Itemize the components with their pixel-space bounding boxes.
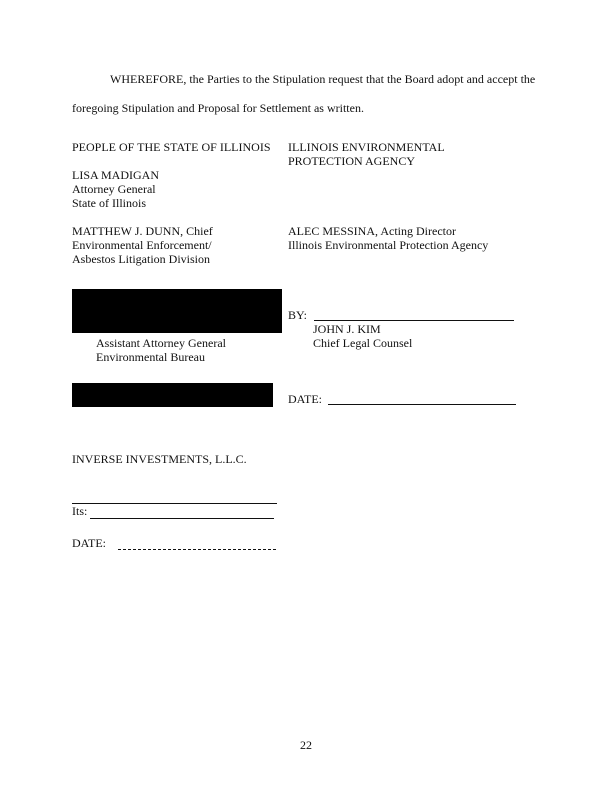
intro-line-2: foregoing Stipulation and Proposal for Settlement as written. — [72, 101, 364, 115]
page-number: 22 — [300, 738, 312, 752]
respondent-date-line — [118, 549, 276, 550]
respondent-name: INVERSE INVESTMENTS, L.L.C. — [72, 452, 247, 466]
left-signer-bureau: Environmental Bureau — [96, 350, 205, 364]
left-signer-title: Assistant Attorney General — [96, 336, 226, 350]
intro-line-1: WHEREFORE, the Parties to the Stipulation request that the Board adopt and accept the — [110, 72, 536, 86]
attorney-general-title: Attorney General — [72, 182, 156, 196]
right-party-heading-2: PROTECTION AGENCY — [288, 154, 416, 168]
by-signature-line — [314, 320, 514, 321]
redacted-left-date — [72, 383, 273, 407]
right-official-line-2: Illinois Environmental Protection Agency — [288, 238, 489, 252]
attorney-general-name: LISA MADIGAN — [72, 168, 159, 182]
date-line — [328, 404, 516, 405]
respondent-date-label: DATE: — [72, 536, 106, 550]
respondent-signature-line — [72, 503, 277, 504]
left-official-line-3: Asbestos Litigation Division — [72, 252, 210, 266]
left-official-name: MATTHEW J. DUNN, Chief — [72, 224, 213, 238]
date-label: DATE: — [288, 392, 322, 406]
its-label: Its: — [72, 504, 88, 518]
its-line — [90, 518, 274, 519]
right-signer-title: Chief Legal Counsel — [313, 336, 413, 350]
right-party-heading-1: ILLINOIS ENVIRONMENTAL — [288, 140, 445, 154]
right-signer-name: JOHN J. KIM — [313, 322, 381, 336]
left-party-heading: PEOPLE OF THE STATE OF ILLINOIS — [72, 140, 271, 154]
redacted-left-signature — [72, 289, 282, 333]
left-official-line-2: Environmental Enforcement/ — [72, 238, 212, 252]
right-official-name: ALEC MESSINA, Acting Director — [288, 224, 456, 238]
by-label: BY: — [288, 308, 307, 322]
attorney-general-state: State of Illinois — [72, 196, 146, 210]
